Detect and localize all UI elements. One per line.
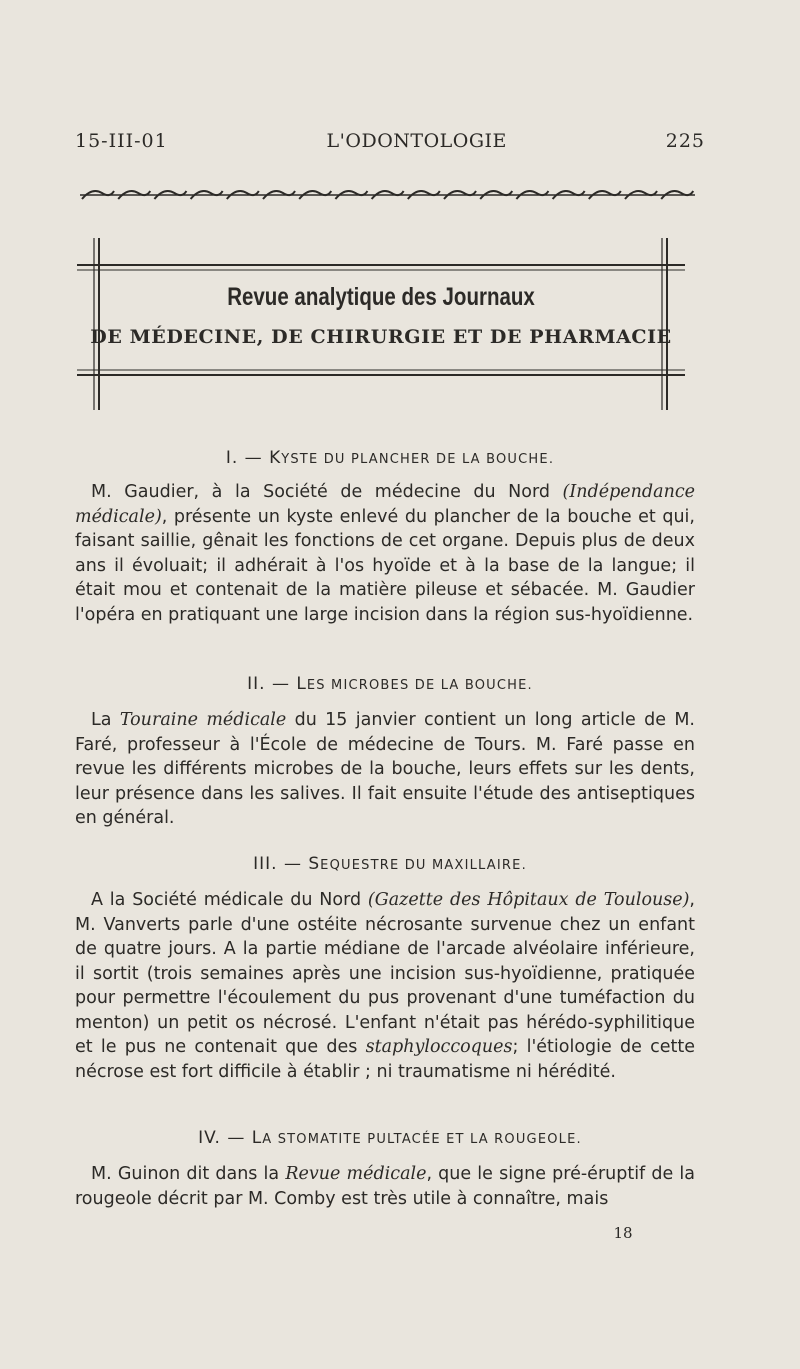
signature-mark: 18: [613, 1224, 633, 1242]
ornamental-rule: [80, 185, 695, 205]
section-heading: IV. — LA STOMATITE PULTACÉE ET LA ROUGEOLE.: [198, 1128, 582, 1148]
section-paragraph: M. Gaudier, à la Société de médecine du Nord (Indépendance médicale), présente un kyste enlevé du plancher de la bouche et qui, faisant saillie, gênait les fonctions de cet organe. Depuis plus de deux ans il évoluait; il adhérait à l'os hyoïde et à la base de la langue; il était mou et contenait de la matière pileuse et sébacée. M. Gaudier l'opéra en pratiquant une large incision dans la région sus-hyoïdienne.: [75, 482, 695, 625]
running-head: [75, 130, 705, 152]
section-heading: III. — SEQUESTRE DU MAXILLAIRE.: [253, 854, 527, 874]
review-subtitle: DE MÉDECINE, DE CHIRURGIE ET DE PHARMACIE: [90, 326, 672, 348]
section-paragraph: A la Société médicale du Nord (Gazette des Hôpitaux de Toulouse), M. Vanverts parle d'une ostéite nécrosante survenue chez un enfant de quatre jours. A la partie médiane de l'arcade alvéolaire inférieure, il sortit (trois semaines après une incision sus-hyoïdienne, pratiquée pour permettre l'écoulement du pus provenant d'une tuméfaction du menton) un petit os nécrosé. L'enfant n'était pas hérédo-syphilitique et le pus ne contenait que des staphyloccoques; l'étiologie de cette nécrose est fort difficile à établir ; ni traumatisme ni hérédité.: [75, 890, 695, 1082]
running-head-date: 15-III-01: [75, 130, 168, 152]
headline-frame: [77, 238, 685, 410]
running-head-journal-title: L'ODONTOLOGIE: [326, 130, 507, 152]
section-heading: I. — KYSTE DU PLANCHER DE LA BOUCHE.: [225, 448, 555, 468]
section-paragraph: M. Guinon dit dans la Revue médicale, que le signe pré-éruptif de la rougeole décrit par M. Comby est très utile à connaître, mais: [75, 1164, 695, 1209]
page-number: 225: [665, 130, 705, 152]
review-title: Revue analytique des Journaux: [227, 283, 535, 311]
section-paragraph: La Touraine médicale du 15 janvier contient un long article de M. Faré, professeur à l'École de médecine de Tours. M. Faré passe en revue les différents microbes de la bouche, leurs effets sur les dents, leur présence dans les salives. Il fait ensuite l'étude des antiseptiques en général.: [75, 710, 695, 828]
section-heading: II. — LES MICROBES DE LA BOUCHE.: [247, 674, 533, 694]
